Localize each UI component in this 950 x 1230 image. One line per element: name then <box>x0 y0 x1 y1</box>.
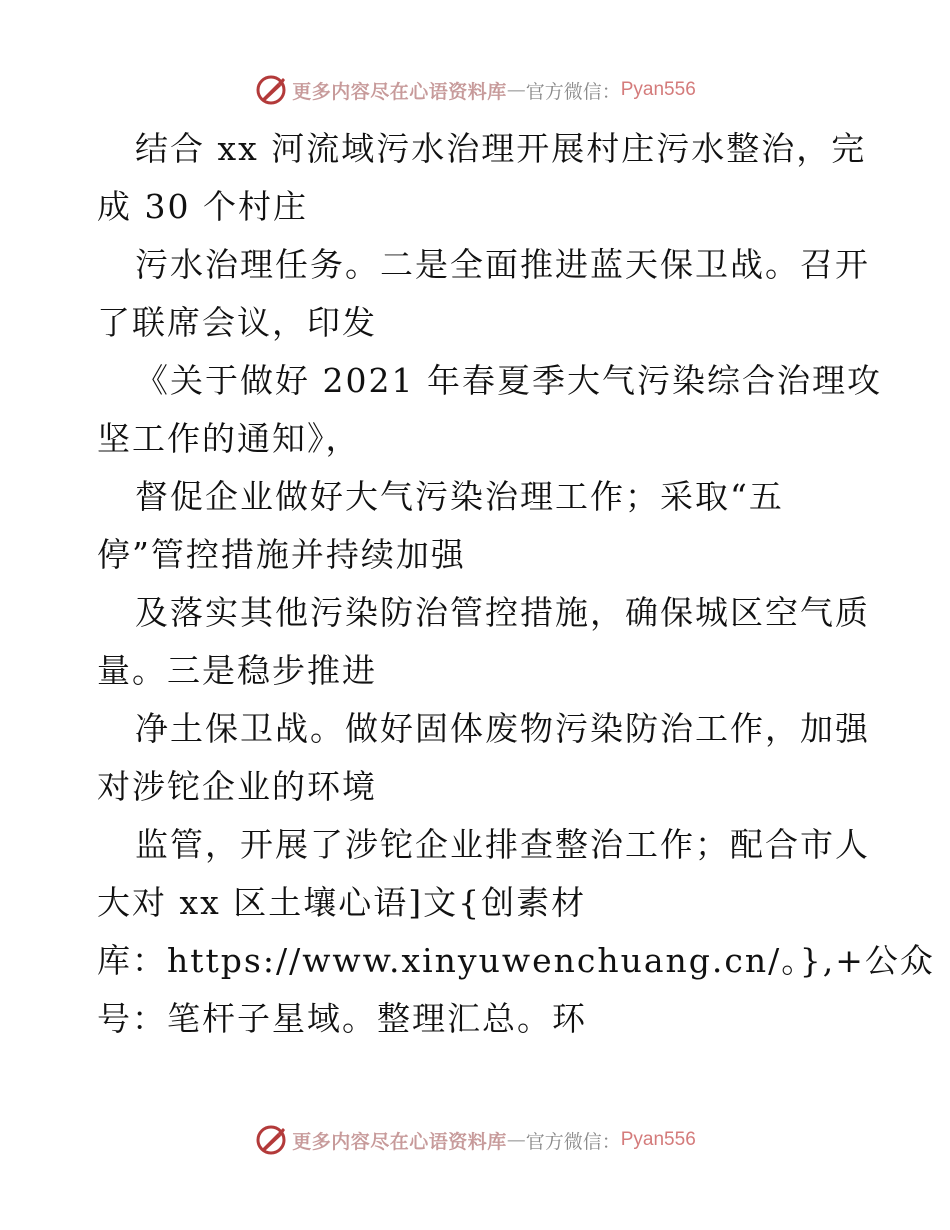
body-line: 量。三是稳步推进 <box>97 651 377 690</box>
body-line: 监管，开展了涉铊企业排查整治工作；配合市人 <box>135 825 870 864</box>
banner-wechat-label: 官方微信： <box>525 1130 621 1153</box>
body-line: 坚工作的通知》， <box>97 419 361 458</box>
body-line: 《关于做好 2021 年春夏季大气污染综合治理攻 <box>135 361 882 400</box>
document-body <box>97 120 935 1048</box>
body-line: 及落实其他污染防治管控措施，确保城区空气质 <box>135 593 870 632</box>
body-line: 结合 xx 河流域污水治理开展村庄污水整治，完 <box>135 129 867 168</box>
body-line: 停”管控措施并持续加强 <box>97 535 466 574</box>
body-line: 成 30 个村庄 <box>97 187 308 226</box>
body-line: 库：https://www.xinyuwenchuang.cn/。},+公众 <box>97 941 935 980</box>
banner-brand-text: 更多内容尽在心语资料库 <box>292 1130 507 1153</box>
banner-separator: — <box>506 79 526 101</box>
banner-brand-text: 更多内容尽在心语资料库 <box>292 80 507 103</box>
banner-separator: — <box>506 1129 526 1151</box>
body-line: 污水治理任务。二是全面推进蓝天保卫战。召开 <box>135 245 870 284</box>
body-line: 对涉铊企业的环境 <box>97 767 377 806</box>
header-banner <box>0 70 950 110</box>
body-line: 净土保卫战。做好固体废物污染防治工作，加强 <box>135 709 870 748</box>
body-line: 大对 xx 区土壤心语]文{创素材 <box>97 883 587 922</box>
banner-wechat-label: 官方微信： <box>525 80 621 103</box>
quill-logo-icon <box>254 1123 288 1157</box>
quill-logo-icon <box>254 73 288 107</box>
banner-wechat-handle: Pyan556 <box>620 1129 696 1150</box>
body-line: 号：笔杆子星域。整理汇总。环 <box>97 999 587 1038</box>
body-line: 督促企业做好大气污染治理工作；采取“五 <box>135 477 784 516</box>
body-line: 了联席会议，印发 <box>97 303 377 342</box>
footer-banner <box>0 1120 950 1160</box>
banner-wechat-handle: Pyan556 <box>620 79 696 100</box>
